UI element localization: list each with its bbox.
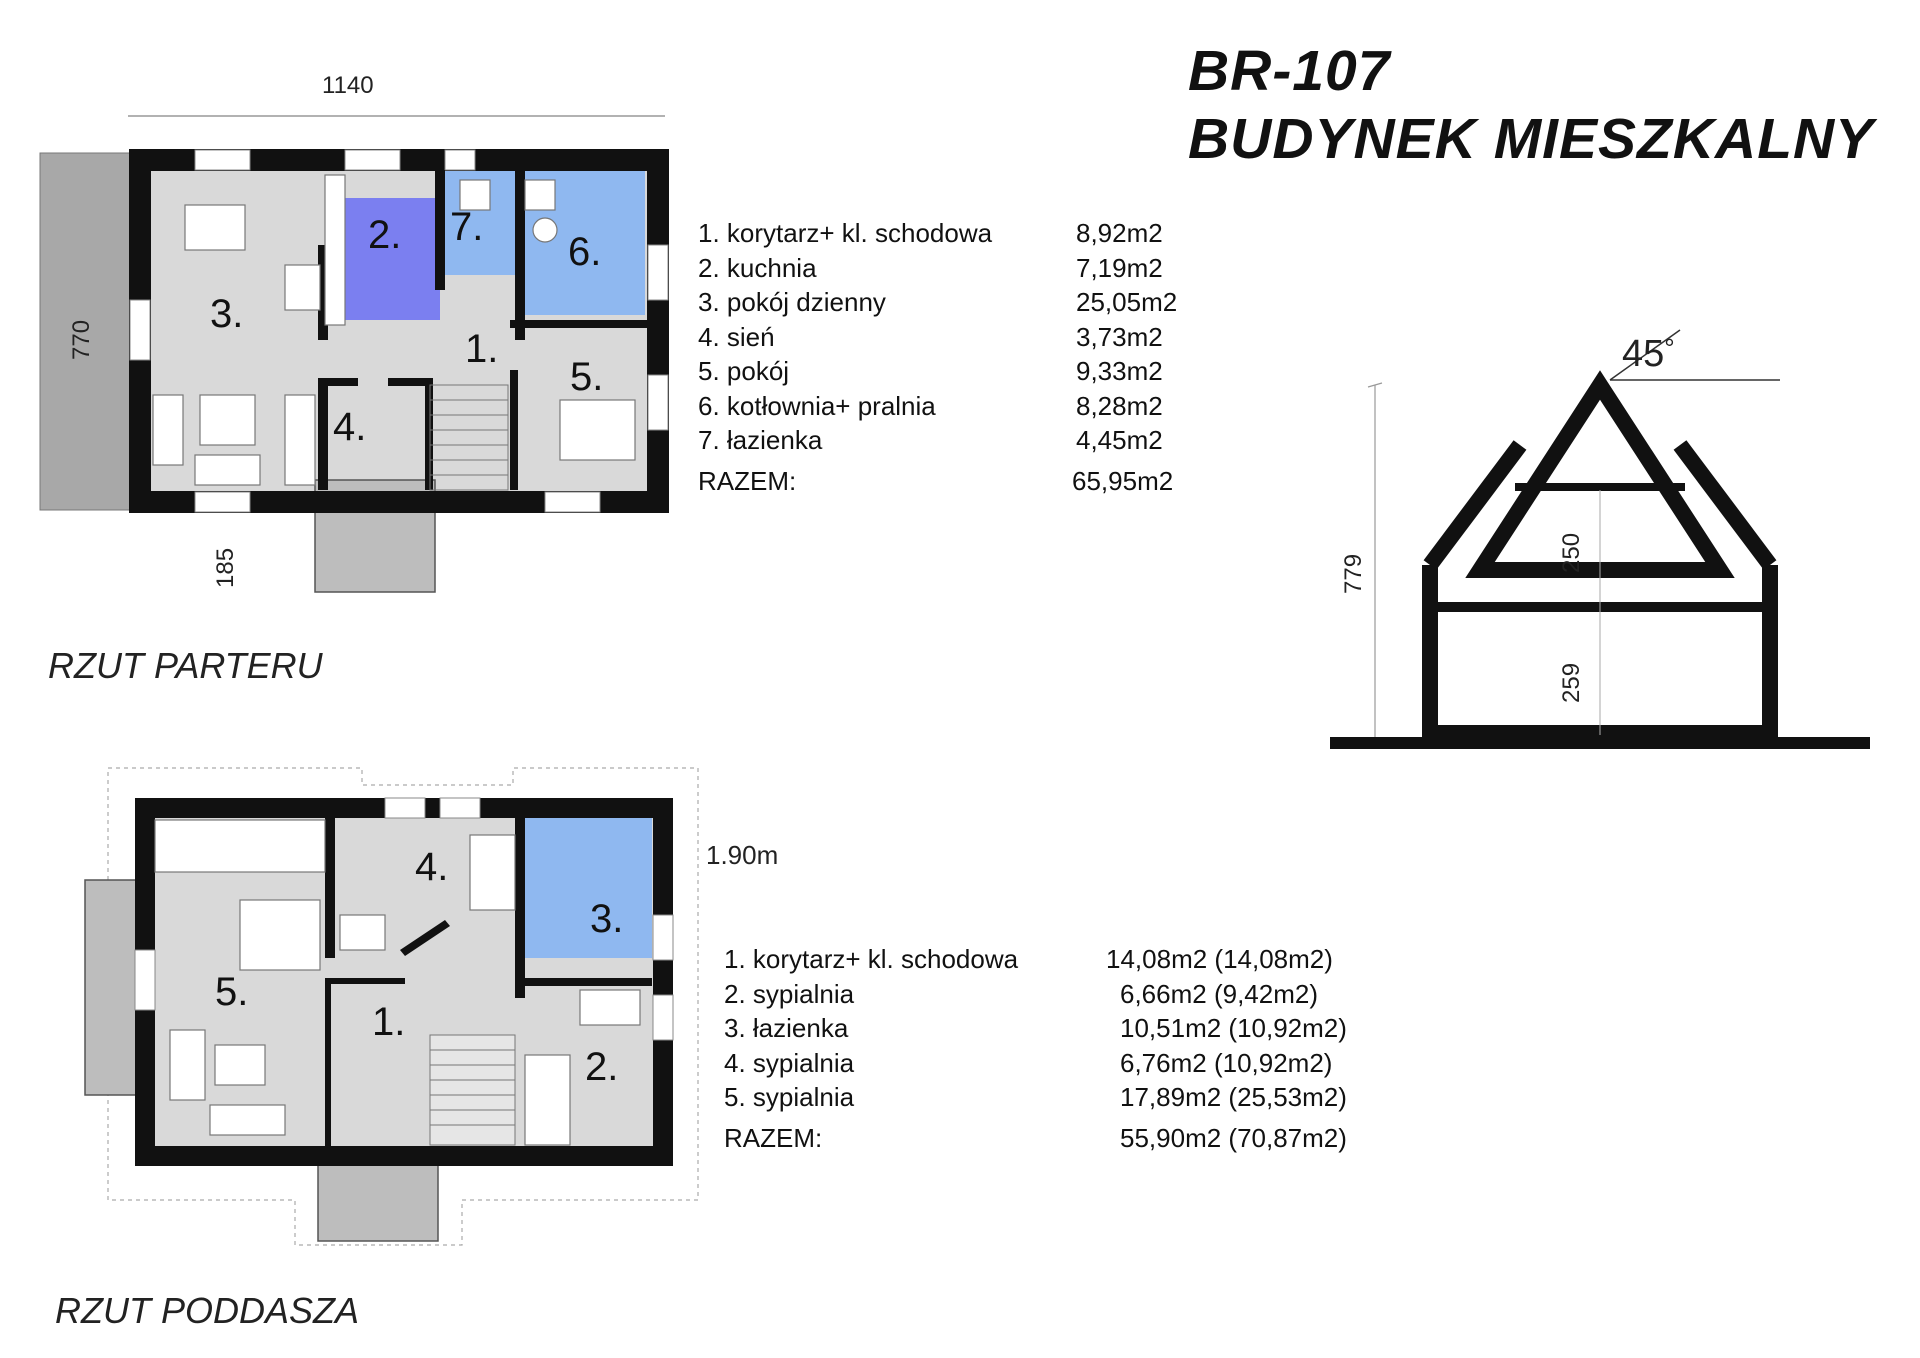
room-label: 3. łazienka [724, 1013, 849, 1043]
porch-dim: 185 [212, 547, 239, 588]
table-row [724, 944, 1404, 979]
total-label: RAZEM: [698, 465, 797, 496]
room-area: 4,45m2 [1076, 425, 1163, 455]
attic-plan-label-2: 2. [585, 1045, 619, 1089]
plan-label-6: 6. [568, 230, 602, 274]
cross-section [1310, 305, 1910, 775]
room-label: 3. pokój dzienny [698, 287, 886, 317]
table-row [724, 1048, 1404, 1083]
room-area: 7,19m2 [1076, 252, 1163, 283]
ground-width-dim: 1140 [322, 72, 374, 99]
room-label: 4. sypialnia [724, 1047, 855, 1078]
table-row [724, 979, 1404, 1014]
attic-plan-label-1: 1. [372, 1000, 406, 1044]
attic-plan-label-4: 4. [415, 845, 449, 889]
table-row [698, 391, 1218, 426]
room-area: 10,51m2 (10,92m2) [1120, 1013, 1347, 1043]
porch-roof [318, 1156, 438, 1241]
attic-floor-caption: RZUT PODDASZA [55, 1290, 360, 1331]
upper-height-dim: 250 [1558, 532, 1585, 573]
room-label: 6. kotłownia+ pralnia [698, 390, 936, 421]
plan-label-2: 2. [368, 213, 402, 257]
room-label: 7. łazienka [698, 425, 823, 455]
table-row [724, 1082, 1404, 1117]
table-row [698, 425, 1218, 460]
room-area: 6,66m2 (9,42m2) [1120, 978, 1318, 1009]
ground-floor-plan [0, 80, 720, 600]
table-row [698, 322, 1218, 357]
plan-label-1: 1. [465, 327, 499, 371]
table-row [724, 1013, 1404, 1048]
room-area: 14,08m2 (14,08m2) [1106, 944, 1333, 974]
room-label: 5. pokój [698, 356, 790, 386]
plan-label-5: 5. [570, 355, 604, 399]
room-area: 25,05m2 [1076, 287, 1178, 317]
ground-floor-table [698, 218, 1218, 500]
room-label: 2. kuchnia [698, 252, 817, 283]
table-row [698, 253, 1218, 288]
table-total [698, 466, 1218, 501]
degree-icon: ° [1664, 333, 1675, 363]
project-code: BR-107 [1188, 39, 1391, 103]
lower-height-dim: 259 [1558, 662, 1585, 703]
attic-floor-plan [0, 750, 720, 1250]
total-height-dim: 779 [1340, 553, 1367, 594]
room-area: 9,33m2 [1076, 356, 1163, 386]
total-area: 55,90m2 (70,87m2) [1120, 1122, 1347, 1153]
attic-floor-table [724, 944, 1404, 1157]
attic-plan-label-5: 5. [215, 970, 249, 1014]
ground-depth-dim: 770 [68, 319, 95, 360]
plan-label-3: 3. [210, 292, 244, 336]
room-area: 3,73m2 [1076, 321, 1163, 352]
room-area: 8,92m2 [1076, 218, 1163, 248]
knee-height-dim: 1.90m [706, 840, 779, 870]
total-area: 65,95m2 [1072, 465, 1174, 496]
room-label: 4. sień [698, 321, 775, 352]
room-label: 2. sypialnia [724, 978, 855, 1009]
room-area: 6,76m2 (10,92m2) [1120, 1047, 1333, 1078]
total-label: RAZEM: [724, 1122, 823, 1153]
attic-bathroom-area [520, 818, 652, 958]
table-row [698, 218, 1218, 253]
table-row [698, 356, 1218, 391]
table-row [698, 287, 1218, 322]
room-area: 8,28m2 [1076, 390, 1163, 421]
room-area: 17,89m2 (25,53m2) [1120, 1082, 1347, 1112]
room-label: 1. korytarz+ kl. schodowa [698, 218, 993, 248]
table-total [724, 1123, 1404, 1158]
plan-label-7: 7. [450, 205, 484, 249]
room-label: 5. sypialnia [724, 1082, 855, 1112]
balcony [85, 880, 140, 1095]
project-name: BUDYNEK MIESZKALNY [1188, 107, 1875, 171]
plan-label-4: 4. [333, 405, 367, 449]
roof-angle-value: 45 [1622, 333, 1665, 375]
roof-angle [1622, 333, 1675, 376]
ground-floor-caption: RZUT PARTERU [48, 645, 323, 686]
room-label: 1. korytarz+ kl. schodowa [724, 944, 1019, 974]
attic-plan-label-3: 3. [590, 897, 624, 941]
